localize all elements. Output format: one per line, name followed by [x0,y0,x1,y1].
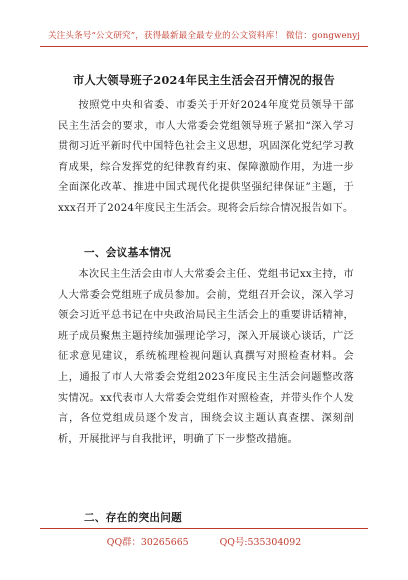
footer-qq-group: QQ群：30265665 [106,537,189,548]
header-divider [40,46,368,47]
intro-paragraph: 按照党中央和省委、市委关于开好2024年度党员领导干部民主生活会的要求，市人大常委会党组领导班子紧扣“深入学习贯彻习近平新时代中国特色社会主义思想，巩固深化党纪学习教育成果，综合发挥党的纪律教育约束、保障激励作用，为进一步全面深化改革、推进中国式现代化提供坚强纪律保证”主题，于xxx召开了2024年度民主生活会。现将会后综合情况报告如下。 [58,100,354,214]
header-promo-text: 关注头条号“公文研究”，获得最新最全最专业的公文资料库！ 微信：gongwenyj [47,31,361,41]
footer-divider [40,528,368,529]
document-title: 市人大领导班子2024年民主生活会召开情况的报告 [72,73,336,87]
footer-contacts [0,534,408,548]
section-heading-problems: 二、存在的突出问题 [84,512,183,524]
section-paragraph-basic-info: 本次民主生活会由市人大常委会主任、党组书记xx主持，市人大常委会党组班子成员参加。会前，党组召开会议，深入学习领会习近平总书记在中央政治局民主生活会上的重要讲话精神，班子成员聚焦主题持续加强理论学习，深入开展谈心谈话，广泛征求意见建议，系统梳理检视问题认真撰写对照检查材料。会上，通报了市人大常委会党组2023年度民主生活会问题整改落实情况。xx代表市人大常委会党组作对照检查，并带头作个人发言，各位党组成员逐个发言，围绕会议主题认真查摆、深刻剖析，开展批评与自我批评，明确了下一步整改措施。 [58,269,354,445]
section-heading-basic-info: 一、会议基本情况 [84,247,172,259]
footer-qq-number: QQ号:535304092 [219,537,302,548]
